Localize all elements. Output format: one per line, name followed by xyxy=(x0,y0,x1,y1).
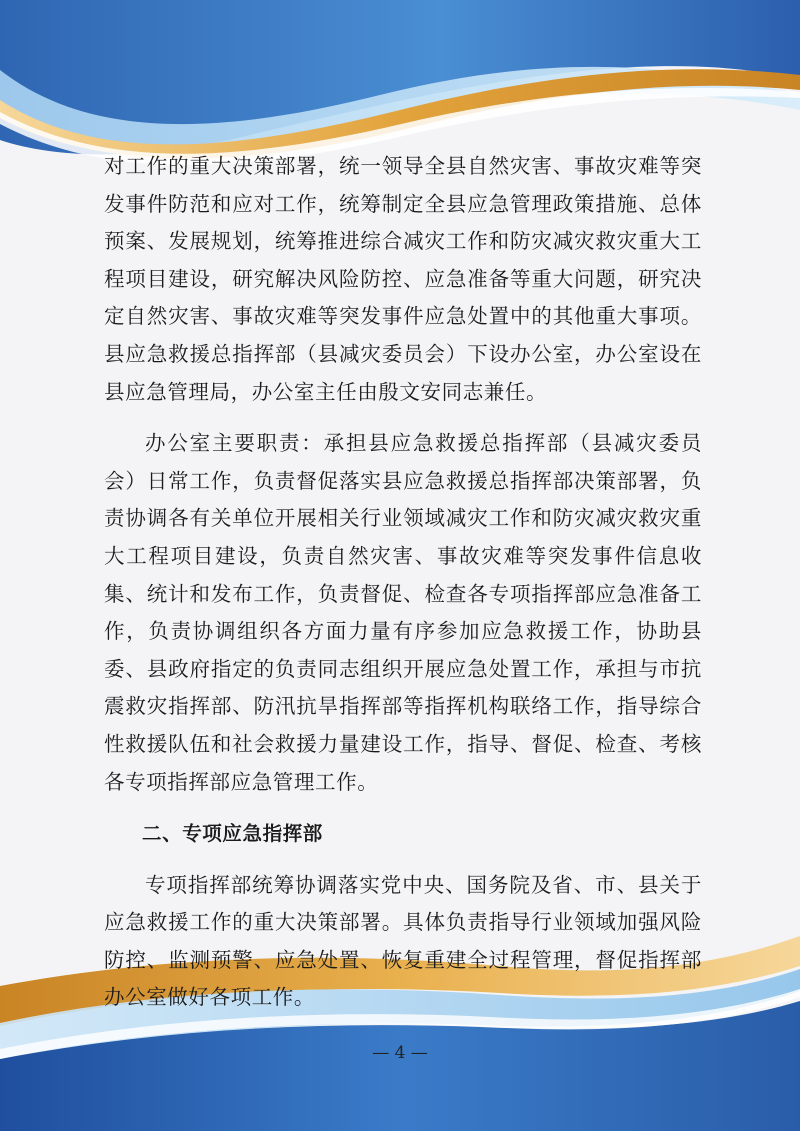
body-paragraph: 办公室主要职责：承担县应急救援总指挥部（县减灾委员会）日常工作，负责督促落实县应急救援总指挥部决策部署，负责协调各有关单位开展相关行业领域减灾工作和防灾减灾救灾重大工程项目建设，负责自然灾害、事故灾难等突发事件信息收集、统计和发布工作，负责督促、检查各专项指挥部应急准备工作，负责协调组织各方面力量有序参加应急救援工作，协助县委、县政府指定的负责同志组织开展应急处置工作，承担与市抗震救灾指挥部、防汛抗旱指挥部等指挥机构联络工作，指导综合性救援队伍和社会救援力量建设工作，指导、督促、检查、考核各专项指挥部应急管理工作。 xyxy=(104,431,702,794)
body-paragraph: 专项指挥部统筹协调落实党中央、国务院及省、市、县关于应急救援工作的重大决策部署。具体负责指导行业领域加强风险防控、监测预警、应急处置、恢复重建全过程管理，督促指挥部办公室做好各项工作。 xyxy=(104,872,702,1010)
page-number: — 4 — xyxy=(372,1043,428,1063)
body-paragraph: 对工作的重大决策部署，统一领导全县自然灾害、事故灾难等突发事件防范和应对工作，统筹制定全县应急管理政策措施、总体预案、发展规划，统筹推进综合减灾工作和防灾减灾救灾重大工程项目建设，研究解决风险防控、应急准备等重大问题，研究决定自然灾害、事故灾难等突发事件应急处置中的其他重大事项。县应急救援总指挥部（县减灾委员会）下设办公室，办公室设在县应急管理局，办公室主任由殷文安同志兼任。 xyxy=(104,154,702,404)
document-body xyxy=(104,148,702,1031)
section-heading: 二、专项应急指挥部 xyxy=(142,822,323,846)
